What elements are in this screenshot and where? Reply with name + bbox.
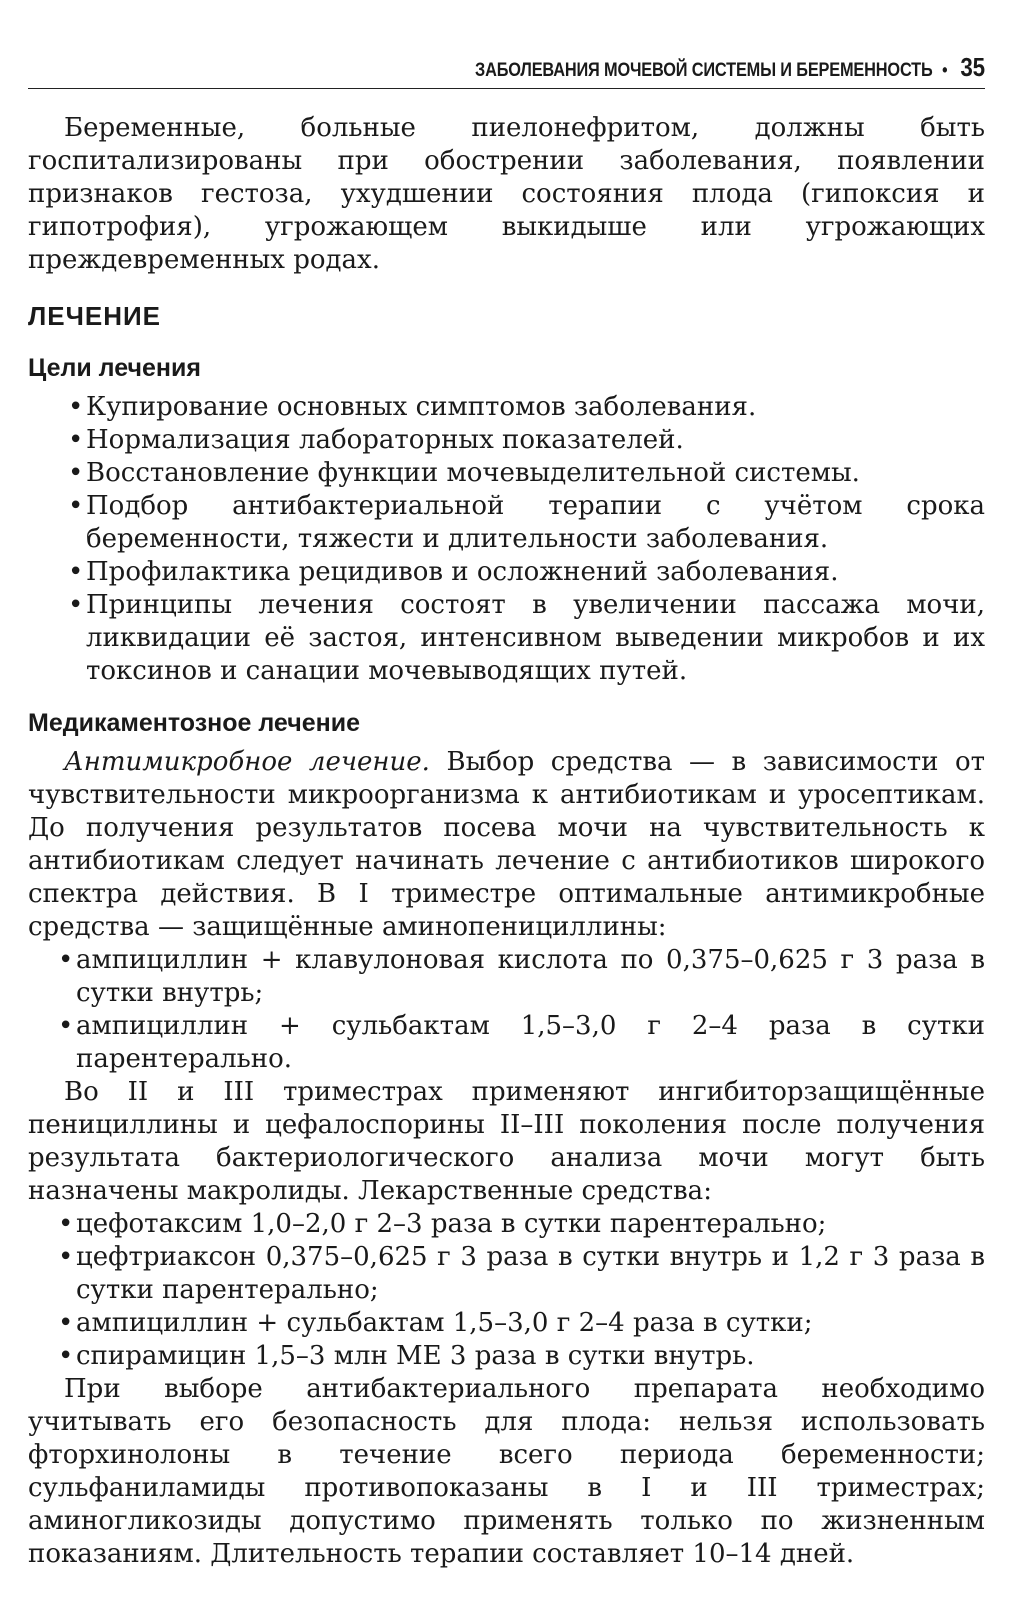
running-title (475, 52, 985, 83)
second-third-trimester-paragraph: Во II и III триместрах применяют ингибиторзащищённые пенициллины и цефалоспорины II–III поколения после получения результата бактериологического анализа мочи могут быть назначены макролиды. Лекарственные средства: (28, 1077, 985, 1206)
goals-list (28, 391, 985, 688)
list-item: • ампициллин + сульбактам 1,5–3,0 г 2–4 раза в сутки парентерально. (28, 1010, 985, 1076)
list-item: • цефотаксим 1,0–2,0 г 2–3 раза в сутки парентерально; (28, 1208, 985, 1241)
list-item: • спирамицин 1,5–3 млн МЕ 3 раза в сутки внутрь. (28, 1340, 985, 1373)
section-title: ЛЕЧЕНИЕ (28, 301, 162, 331)
medication-title: Медикаментозное лечение (28, 709, 361, 737)
page-number: 35 (960, 52, 985, 82)
running-title-text: ЗАБОЛЕВАНИЯ МОЧЕВОЙ СИСТЕМЫ И БЕРЕМЕННОСТЬ (475, 60, 933, 81)
second-third-trimester-drug-list (28, 1208, 985, 1373)
list-item: • Купирование основных симптомов заболевания. (28, 391, 985, 424)
list-item: • Принципы лечения состоят в увеличении пассажа мочи, ликвидации её застоя, интенсивном выведении микробов и их токсинов и санации мочевыводящих путей. (28, 589, 985, 688)
list-item: • Нормализация лабораторных показателей. (28, 424, 985, 457)
list-item: • ампициллин + клавулоновая кислота по 0,375–0,625 г 3 раза в сутки внутрь; (28, 944, 985, 1010)
list-item: • Профилактика рецидивов и осложнений заболевания. (28, 556, 985, 589)
goals-title: Цели лечения (28, 354, 201, 382)
list-item: • ампициллин + сульбактам 1,5–3,0 г 2–4 раза в сутки; (28, 1307, 985, 1340)
intro-paragraph: Беременные, больные пиелонефритом, должны быть госпитализированы при обострении заболевания, появлении признаков гестоза, ухудшении состояния плода (гипоксия и гипотрофия), угрожающем выкидыше или угрожающих преждевременных родах. (28, 113, 985, 275)
list-item: • Подбор антибактериальной терапии с учётом срока беременности, тяжести и длительности заболевания. (28, 490, 985, 556)
list-item: • Восстановление функции мочевыделительной системы. (28, 457, 985, 490)
antimicrobial-paragraph (28, 746, 985, 944)
header-bullet: • (942, 60, 948, 80)
first-trimester-drug-list (28, 944, 985, 1076)
list-item: • цефтриаксон 0,375–0,625 г 3 раза в сутки внутрь и 1,2 г 3 раза в сутки парентерально; (28, 1241, 985, 1307)
running-header (28, 52, 985, 89)
antimicrobial-lead: Антимикробное лечение. (64, 747, 430, 777)
safety-paragraph: При выборе антибактериального препарата необходимо учитывать его безопасность для плода: нельзя использовать фторхинолоны в течение всего периода беременности; сульфаниламиды противопоказаны в I и III триместрах; аминогликозиды допустимо применять только по жизненным показаниям. Длительность терапии составляет 10–14 дней. (28, 1374, 985, 1569)
antimicrobial-text: Выбор средства — в зависимости от чувствительности микроорганизма к антибиотикам и уросептикам. До получения результатов посева мочи на чувствительность к антибиотикам следует начинать лечение с антибиотиков широкого спектра действия. В I триместре оптимальные антимикробные средства — защищённые аминопенициллины: (28, 747, 986, 942)
page-content (28, 112, 985, 1571)
